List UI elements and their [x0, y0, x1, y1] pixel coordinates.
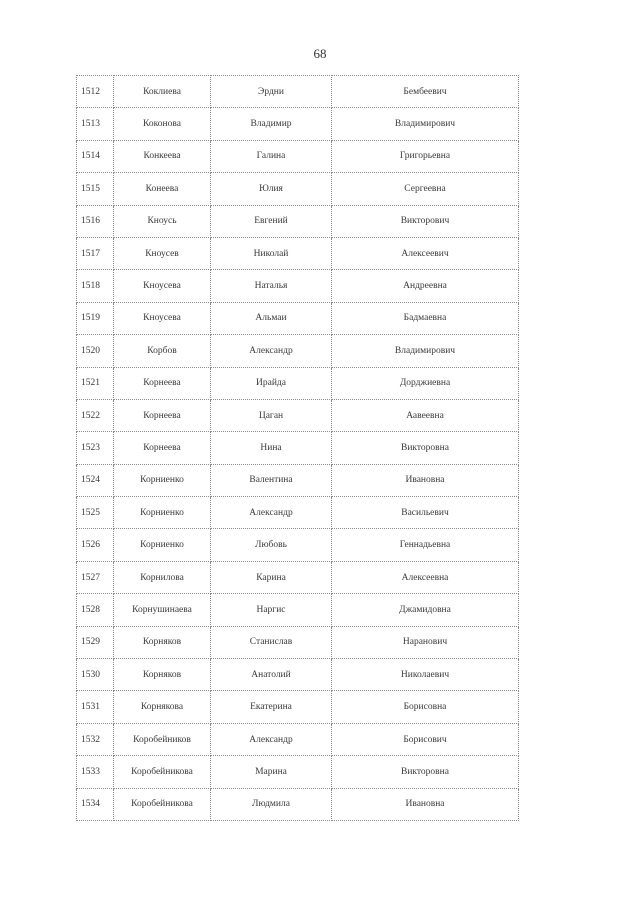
last-name: Корниенко	[114, 464, 211, 496]
last-name: Коробейникова	[114, 756, 211, 788]
patronymic: Викторовна	[332, 432, 519, 464]
patronymic: Джамидовна	[332, 594, 519, 626]
patronymic: Андреевна	[332, 270, 519, 302]
table-row	[77, 497, 519, 529]
patronymic: Викторович	[332, 205, 519, 237]
row-number: 1530	[77, 659, 114, 691]
row-number: 1518	[77, 270, 114, 302]
first-name: Карина	[211, 561, 332, 593]
table-row	[77, 464, 519, 496]
patronymic: Владимирович	[332, 335, 519, 367]
last-name: Коробейникова	[114, 788, 211, 820]
last-name: Корнилова	[114, 561, 211, 593]
patronymic: Владимирович	[332, 108, 519, 140]
row-number: 1528	[77, 594, 114, 626]
row-number: 1521	[77, 367, 114, 399]
row-number: 1513	[77, 108, 114, 140]
row-number: 1516	[77, 205, 114, 237]
table-row	[77, 237, 519, 269]
row-number: 1532	[77, 723, 114, 755]
table-row	[77, 335, 519, 367]
row-number: 1526	[77, 529, 114, 561]
last-name: Корняков	[114, 659, 211, 691]
first-name: Людмила	[211, 788, 332, 820]
row-number: 1514	[77, 140, 114, 172]
table-row	[77, 108, 519, 140]
first-name: Альмаи	[211, 302, 332, 334]
patronymic: Васильевич	[332, 497, 519, 529]
last-name: Кноусева	[114, 270, 211, 302]
first-name: Александр	[211, 335, 332, 367]
last-name: Корнеева	[114, 399, 211, 431]
patronymic: Геннадьевна	[332, 529, 519, 561]
first-name: Эрдни	[211, 76, 332, 108]
table-row	[77, 756, 519, 788]
first-name: Юлия	[211, 173, 332, 205]
patronymic: Дорджиевна	[332, 367, 519, 399]
table-row	[77, 205, 519, 237]
first-name: Николай	[211, 237, 332, 269]
row-number: 1520	[77, 335, 114, 367]
patronymic: Борисовна	[332, 691, 519, 723]
table-row	[77, 399, 519, 431]
first-name: Нина	[211, 432, 332, 464]
first-name: Наталья	[211, 270, 332, 302]
last-name: Конкеева	[114, 140, 211, 172]
row-number: 1524	[77, 464, 114, 496]
table-row	[77, 594, 519, 626]
table-row	[77, 723, 519, 755]
first-name: Станислав	[211, 626, 332, 658]
table-row	[77, 691, 519, 723]
row-number: 1517	[77, 237, 114, 269]
first-name: Александр	[211, 723, 332, 755]
patronymic: Наранович	[332, 626, 519, 658]
row-number: 1529	[77, 626, 114, 658]
patronymic: Сергеевна	[332, 173, 519, 205]
first-name: Александр	[211, 497, 332, 529]
patronymic: Борисович	[332, 723, 519, 755]
last-name: Корниенко	[114, 497, 211, 529]
row-number: 1525	[77, 497, 114, 529]
first-name: Валентина	[211, 464, 332, 496]
row-number: 1522	[77, 399, 114, 431]
last-name: Корняков	[114, 626, 211, 658]
row-number: 1534	[77, 788, 114, 820]
last-name: Кноусь	[114, 205, 211, 237]
patronymic: Алексеевич	[332, 237, 519, 269]
last-name: Конеева	[114, 173, 211, 205]
table-row	[77, 140, 519, 172]
first-name: Ирайда	[211, 367, 332, 399]
table-row	[77, 561, 519, 593]
table-row	[77, 270, 519, 302]
first-name: Марина	[211, 756, 332, 788]
patronymic: Григорьевна	[332, 140, 519, 172]
table-row	[77, 529, 519, 561]
last-name: Кноусева	[114, 302, 211, 334]
last-name: Корбов	[114, 335, 211, 367]
page-number: 68	[313, 46, 327, 61]
last-name: Корниенко	[114, 529, 211, 561]
first-name: Любовь	[211, 529, 332, 561]
last-name: Корнякова	[114, 691, 211, 723]
last-name: Коклиева	[114, 76, 211, 108]
first-name: Галина	[211, 140, 332, 172]
first-name: Анатолий	[211, 659, 332, 691]
patronymic: Аавеевна	[332, 399, 519, 431]
row-number: 1523	[77, 432, 114, 464]
patronymic: Викторовна	[332, 756, 519, 788]
patronymic: Бембеевич	[332, 76, 519, 108]
table-row	[77, 173, 519, 205]
table-row	[77, 76, 519, 108]
table-row	[77, 302, 519, 334]
row-number: 1533	[77, 756, 114, 788]
patronymic: Алексеевна	[332, 561, 519, 593]
last-name: Кноусев	[114, 237, 211, 269]
row-number: 1515	[77, 173, 114, 205]
table-row	[77, 659, 519, 691]
row-number: 1519	[77, 302, 114, 334]
row-number: 1531	[77, 691, 114, 723]
row-number: 1512	[77, 76, 114, 108]
last-name: Коконова	[114, 108, 211, 140]
patronymic: Ивановна	[332, 788, 519, 820]
table-row	[77, 626, 519, 658]
first-name: Евгений	[211, 205, 332, 237]
row-number: 1527	[77, 561, 114, 593]
names-table	[76, 75, 519, 821]
last-name: Корнеева	[114, 367, 211, 399]
table-row	[77, 788, 519, 820]
table-body	[77, 76, 519, 821]
last-name: Корнеева	[114, 432, 211, 464]
patronymic: Николаевич	[332, 659, 519, 691]
last-name: Коробейников	[114, 723, 211, 755]
first-name: Наргис	[211, 594, 332, 626]
first-name: Владимир	[211, 108, 332, 140]
first-name: Екатерина	[211, 691, 332, 723]
table-row	[77, 367, 519, 399]
patronymic: Ивановна	[332, 464, 519, 496]
first-name: Цаган	[211, 399, 332, 431]
patronymic: Бадмаевна	[332, 302, 519, 334]
table-row	[77, 432, 519, 464]
last-name: Корнушинаева	[114, 594, 211, 626]
